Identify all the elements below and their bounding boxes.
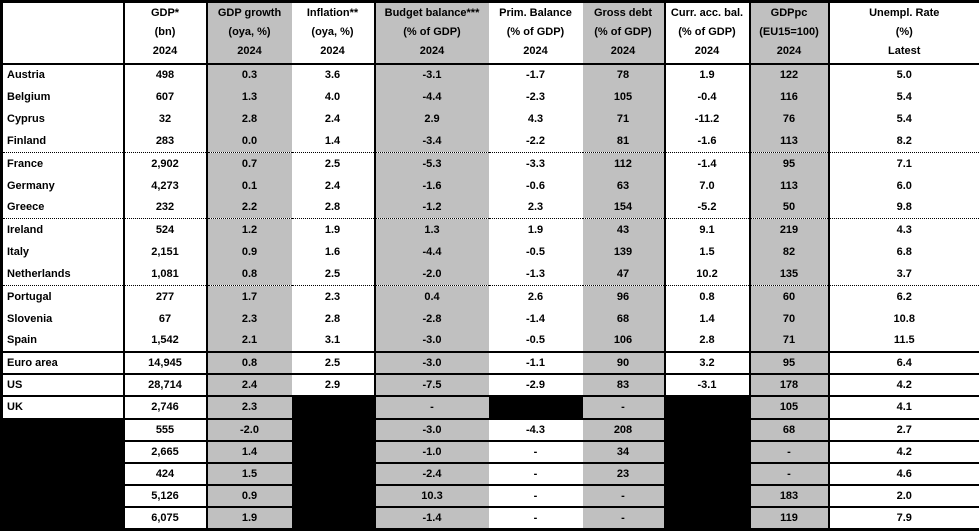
row-belgium xyxy=(2,86,979,108)
row-redacted-19 xyxy=(2,485,979,507)
cell-unempl-rate: 7.1 xyxy=(896,157,912,170)
header-line: Curr. acc. bal. xyxy=(670,7,744,20)
cell-budget-balance: -7.5 xyxy=(375,374,489,396)
cell-gross-debt: 83 xyxy=(583,374,665,396)
header-line: 2024 xyxy=(152,45,178,58)
header-line xyxy=(3,4,123,23)
cell-prim-balance: 2.6 xyxy=(527,290,544,303)
cell-inflation: 2.5 xyxy=(292,152,375,174)
cell-gdp: 2,665 xyxy=(124,441,207,463)
cell-gross-debt: 63 xyxy=(583,174,665,196)
cell-country: Belgium xyxy=(2,86,124,108)
header-line: (% of GDP) xyxy=(506,26,565,39)
cell-unempl-rate: 4.2 xyxy=(829,441,979,463)
header-line: 2024 xyxy=(776,45,802,58)
cell-gdp-growth: 0.7 xyxy=(207,152,292,174)
row-us xyxy=(2,374,979,396)
row-ireland xyxy=(2,219,979,241)
cell-unempl-rate: 2.7 xyxy=(829,419,979,441)
cell-inflation: 2.9 xyxy=(292,374,375,396)
cell-gdp-growth: 0.9 xyxy=(207,485,292,507)
cell-gross-debt: - xyxy=(583,485,665,507)
cell-inflation-redacted xyxy=(292,507,375,529)
cell-budget-balance: -3.0 xyxy=(375,352,489,374)
cell-gdp: 277 xyxy=(124,285,207,307)
cell-unempl-rate: 6.4 xyxy=(829,352,979,374)
cell-gdppc: 135 xyxy=(750,263,829,285)
cell-inflation: 3.1 xyxy=(292,330,375,352)
header-line: Gross debt xyxy=(593,7,653,20)
cell-gross-debt: 81 xyxy=(583,130,665,152)
cell-prim-balance: - xyxy=(489,441,583,463)
cell-unempl-rate: 4.3 xyxy=(896,224,912,237)
cell-unempl-rate: 5.4 xyxy=(896,112,912,125)
cell-gdp: 2,746 xyxy=(124,396,207,418)
cell-inflation: 2.4 xyxy=(292,174,375,196)
column-header-gross-debt xyxy=(583,2,665,64)
cell-country: US xyxy=(2,374,124,396)
cell-gdp-growth: 2.3 xyxy=(207,396,292,418)
cell-gdppc: 178 xyxy=(750,374,829,396)
cell-gross-debt: 71 xyxy=(583,108,665,130)
cell-prim-balance: -2.2 xyxy=(489,130,583,152)
cell-gdp: 555 xyxy=(124,419,207,441)
header-line: Budget balance*** xyxy=(384,7,480,20)
cell-gross-debt: 112 xyxy=(583,152,665,174)
cell-curr-acc-bal-redacted xyxy=(665,419,750,441)
cell-curr-acc-bal: 1.4 xyxy=(665,308,750,330)
cell-inflation: 2.3 xyxy=(292,285,375,307)
cell-curr-acc-bal: 3.2 xyxy=(665,352,750,374)
header-line: Unempl. Rate xyxy=(869,7,940,20)
cell-unempl-rate: 6.0 xyxy=(896,179,912,192)
cell-gdp: 28,714 xyxy=(124,374,207,396)
cell-country: France xyxy=(2,152,124,174)
cell-inflation: 1.6 xyxy=(292,241,375,263)
cell-gdp: 4,273 xyxy=(124,174,207,196)
cell-inflation: 1.4 xyxy=(292,130,375,152)
cell-gdppc: 95 xyxy=(750,352,829,374)
cell-gdp: 607 xyxy=(124,86,207,108)
cell-gdppc: 113 xyxy=(750,174,829,196)
cell-gross-debt: 68 xyxy=(583,308,665,330)
header-line: (oya, %) xyxy=(228,26,271,39)
cell-inflation: 4.0 xyxy=(292,86,375,108)
cell-inflation-redacted xyxy=(292,485,375,507)
cell-gdppc: 71 xyxy=(750,330,829,352)
header-line: (% of GDP) xyxy=(594,26,652,39)
cell-gross-debt: 154 xyxy=(583,197,665,219)
cell-unempl-rate: 6.8 xyxy=(896,246,912,259)
cell-gross-debt: 90 xyxy=(583,352,665,374)
cell-prim-balance: -4.3 xyxy=(489,419,583,441)
cell-unempl-rate: 3.7 xyxy=(829,263,979,285)
cell-budget-balance: - xyxy=(375,396,489,418)
cell-gdp-growth: 0.0 xyxy=(207,130,292,152)
cell-gdp-growth: 1.2 xyxy=(207,219,292,241)
header-line xyxy=(3,23,123,42)
cell-budget-balance: 2.9 xyxy=(375,108,489,130)
cell-curr-acc-bal-redacted xyxy=(665,396,750,418)
cell-curr-acc-bal-redacted xyxy=(665,507,750,529)
cell-unempl-rate: 8.2 xyxy=(829,130,979,152)
cell-unempl-rate: 11.5 xyxy=(829,330,979,352)
cell-gdp-growth: 2.1 xyxy=(207,330,292,352)
cell-budget-balance: -2.0 xyxy=(375,263,489,285)
cell-unempl-rate: 10.8 xyxy=(893,312,915,325)
cell-country: Ireland xyxy=(2,219,124,241)
cell-inflation: 2.8 xyxy=(292,197,375,219)
cell-gdppc: 113 xyxy=(750,130,829,152)
cell-gdp-growth: 0.8 xyxy=(207,263,292,285)
header-line: 2024 xyxy=(610,45,636,58)
cell-gdppc: 50 xyxy=(750,197,829,219)
cell-budget-balance: -4.4 xyxy=(375,86,489,108)
row-redacted-20 xyxy=(2,507,979,529)
cell-gdppc: 219 xyxy=(750,219,829,241)
cell-budget-balance: -3.1 xyxy=(375,64,489,86)
cell-prim-balance: -0.5 xyxy=(526,246,545,259)
column-header-gdppc xyxy=(750,2,829,64)
cell-country: Austria xyxy=(2,64,124,86)
row-spain xyxy=(2,330,979,352)
cell-gdp: 2,151 xyxy=(124,241,207,263)
cell-gdp-growth: 2.2 xyxy=(207,197,292,219)
cell-gross-debt: 105 xyxy=(583,86,665,108)
cell-prim-balance: -2.9 xyxy=(489,374,583,396)
row-redacted-16 xyxy=(2,419,979,441)
cell-curr-acc-bal: 10.2 xyxy=(665,263,750,285)
cell-unempl-rate: 4.1 xyxy=(829,396,979,418)
cell-country: Euro area xyxy=(2,352,124,374)
table-header xyxy=(2,2,979,64)
cell-curr-acc-bal: -5.2 xyxy=(665,197,750,219)
column-header-curr-acc-bal xyxy=(665,2,750,64)
cell-gross-debt: 139 xyxy=(583,241,665,263)
cell-prim-balance: -0.6 xyxy=(526,179,545,192)
cell-country-redacted xyxy=(2,441,124,463)
cell-gdp-growth: 0.1 xyxy=(207,174,292,196)
cell-unempl-rate: 5.4 xyxy=(896,90,912,103)
cell-unempl-rate: 2.0 xyxy=(829,485,979,507)
header-line xyxy=(3,42,123,61)
row-finland xyxy=(2,130,979,152)
header-line: GDP growth xyxy=(217,7,282,20)
row-uk xyxy=(2,396,979,418)
row-redacted-17 xyxy=(2,441,979,463)
cell-unempl-rate: 5.0 xyxy=(896,69,912,82)
cell-country: Slovenia xyxy=(2,308,124,330)
cell-curr-acc-bal: -11.2 xyxy=(665,108,750,130)
cell-budget-balance: -1.2 xyxy=(375,197,489,219)
cell-gross-debt: 47 xyxy=(583,263,665,285)
cell-gdppc: - xyxy=(750,463,829,485)
cell-prim-balance: -1.4 xyxy=(526,312,545,325)
cell-gdppc: 76 xyxy=(750,108,829,130)
cell-gdppc: 119 xyxy=(750,507,829,529)
header-line: 2024 xyxy=(523,45,548,58)
cell-gdp: 1,081 xyxy=(124,263,207,285)
cell-curr-acc-bal: 9.1 xyxy=(665,219,750,241)
row-portugal xyxy=(2,285,979,307)
cell-country-redacted xyxy=(2,419,124,441)
column-header-gdp xyxy=(124,2,207,64)
header-line: (% of GDP) xyxy=(403,26,461,39)
cell-inflation: 3.6 xyxy=(292,64,375,86)
cell-unempl-rate: 6.2 xyxy=(896,290,912,303)
cell-budget-balance: -3.0 xyxy=(375,419,489,441)
column-header-inflation xyxy=(292,2,375,64)
cell-prim-balance-redacted xyxy=(489,396,583,418)
cell-gdp: 14,945 xyxy=(124,352,207,374)
cell-gdp-growth: 1.5 xyxy=(207,463,292,485)
column-header-prim-balance xyxy=(489,2,583,64)
cell-prim-balance: -1.7 xyxy=(526,69,545,82)
row-redacted-18 xyxy=(2,463,979,485)
row-germany xyxy=(2,174,979,196)
header-line: Latest xyxy=(888,45,921,58)
cell-inflation: 2.5 xyxy=(292,263,375,285)
cell-curr-acc-bal: 2.8 xyxy=(665,330,750,352)
cell-gdp: 1,542 xyxy=(124,330,207,352)
cell-gross-debt: 96 xyxy=(583,285,665,307)
cell-gdp: 424 xyxy=(124,463,207,485)
cell-prim-balance: - xyxy=(489,485,583,507)
cell-inflation-redacted xyxy=(292,396,375,418)
cell-curr-acc-bal: -0.4 xyxy=(665,86,750,108)
row-slovenia xyxy=(2,308,979,330)
cell-country: Germany xyxy=(2,174,124,196)
cell-prim-balance: -3.3 xyxy=(526,157,545,170)
cell-prim-balance: -0.5 xyxy=(489,330,583,352)
cell-country: Spain xyxy=(2,330,124,352)
cell-gross-debt: 78 xyxy=(583,64,665,86)
cell-country-redacted xyxy=(2,507,124,529)
row-france xyxy=(2,152,979,174)
cell-budget-balance: 0.4 xyxy=(375,285,489,307)
cell-curr-acc-bal: -3.1 xyxy=(665,374,750,396)
cell-unempl-rate: 4.2 xyxy=(829,374,979,396)
cell-gdp: 6,075 xyxy=(124,507,207,529)
cell-budget-balance: -4.4 xyxy=(375,241,489,263)
cell-budget-balance: -2.8 xyxy=(375,308,489,330)
cell-curr-acc-bal-redacted xyxy=(665,485,750,507)
cell-prim-balance: -2.3 xyxy=(526,90,545,103)
header-line: 2024 xyxy=(320,45,345,58)
header-line: (bn) xyxy=(154,26,176,39)
cell-budget-balance: -3.0 xyxy=(375,330,489,352)
header-line: (oya, %) xyxy=(311,26,354,39)
cell-gross-debt: - xyxy=(583,396,665,418)
cell-budget-balance: -2.4 xyxy=(375,463,489,485)
cell-gdppc: - xyxy=(750,441,829,463)
cell-gdp: 232 xyxy=(124,197,207,219)
cell-prim-balance: - xyxy=(533,512,538,525)
cell-gdppc: 82 xyxy=(750,241,829,263)
cell-gross-debt: 208 xyxy=(583,419,665,441)
cell-unempl-rate: 7.9 xyxy=(896,512,912,525)
cell-budget-balance: -3.4 xyxy=(375,130,489,152)
cell-country: UK xyxy=(2,396,124,418)
cell-country: Italy xyxy=(2,241,124,263)
row-greece xyxy=(2,197,979,219)
cell-gdp-growth: 0.3 xyxy=(207,64,292,86)
cell-prim-balance: 1.9 xyxy=(527,224,544,237)
cell-gdp: 283 xyxy=(124,130,207,152)
cell-country: Netherlands xyxy=(2,263,124,285)
cell-country: Cyprus xyxy=(2,108,124,130)
cell-gdppc: 95 xyxy=(750,152,829,174)
column-header-gdp-growth xyxy=(207,2,292,64)
cell-gdp-growth: 2.4 xyxy=(207,374,292,396)
header-line: Prim. Balance xyxy=(499,7,572,20)
cell-curr-acc-bal: -1.6 xyxy=(665,130,750,152)
cell-gdp-growth: 1.7 xyxy=(207,285,292,307)
cell-curr-acc-bal-redacted xyxy=(665,441,750,463)
cell-prim-balance: -1.3 xyxy=(489,263,583,285)
cell-country-redacted xyxy=(2,485,124,507)
cell-gdp-growth: 0.9 xyxy=(207,241,292,263)
cell-prim-balance: - xyxy=(489,463,583,485)
cell-gdp-growth: 1.3 xyxy=(207,86,292,108)
cell-gdppc: 122 xyxy=(750,64,829,86)
cell-gdp: 2,902 xyxy=(124,152,207,174)
cell-gdp-growth: 1.9 xyxy=(207,507,292,529)
cell-gross-debt: 34 xyxy=(583,441,665,463)
cell-gdppc: 105 xyxy=(750,396,829,418)
cell-inflation: 2.4 xyxy=(292,108,375,130)
column-header-country xyxy=(2,2,124,64)
cell-inflation: 2.5 xyxy=(292,352,375,374)
cell-budget-balance: -1.6 xyxy=(375,174,489,196)
cell-gdp: 5,126 xyxy=(124,485,207,507)
header-line: Inflation** xyxy=(306,7,359,20)
cell-prim-balance: -1.1 xyxy=(489,352,583,374)
cell-country-redacted xyxy=(2,463,124,485)
column-header-budget-balance xyxy=(375,2,489,64)
header-line: (% of GDP) xyxy=(678,26,736,39)
cell-gdp: 498 xyxy=(124,64,207,86)
cell-inflation-redacted xyxy=(292,419,375,441)
cell-prim-balance: 2.3 xyxy=(489,197,583,219)
cell-country: Greece xyxy=(2,197,124,219)
cell-budget-balance: 1.3 xyxy=(375,219,489,241)
cell-gdppc: 60 xyxy=(750,285,829,307)
cell-budget-balance: -1.0 xyxy=(375,441,489,463)
header-line: GDPpc xyxy=(770,7,808,20)
cell-gdp-growth: 0.8 xyxy=(207,352,292,374)
cell-gross-debt: 43 xyxy=(583,219,665,241)
cell-unempl-rate: 4.6 xyxy=(829,463,979,485)
row-netherlands xyxy=(2,263,979,285)
cell-inflation: 1.9 xyxy=(292,219,375,241)
cell-curr-acc-bal-redacted xyxy=(665,463,750,485)
cell-gdp-growth: 2.8 xyxy=(207,108,292,130)
header-line: GDP* xyxy=(150,7,180,20)
table-body xyxy=(2,64,979,530)
cell-gdppc: 68 xyxy=(750,419,829,441)
cell-budget-balance: 10.3 xyxy=(375,485,489,507)
cell-country: Finland xyxy=(2,130,124,152)
cell-inflation-redacted xyxy=(292,441,375,463)
cell-gdp-growth: -2.0 xyxy=(207,419,292,441)
header-line: 2024 xyxy=(694,45,720,58)
header-row xyxy=(2,2,979,64)
cell-gross-debt: 106 xyxy=(583,330,665,352)
cell-budget-balance: -1.4 xyxy=(375,507,489,529)
cell-inflation-redacted xyxy=(292,463,375,485)
cell-prim-balance: 4.3 xyxy=(527,112,544,125)
header-line: 2024 xyxy=(237,45,262,58)
cell-gdppc: 183 xyxy=(750,485,829,507)
row-cyprus xyxy=(2,108,979,130)
cell-curr-acc-bal: 0.8 xyxy=(665,285,750,307)
cell-curr-acc-bal: 1.5 xyxy=(665,241,750,263)
header-line: (EU15=100) xyxy=(759,26,819,39)
cell-gdp-growth: 1.4 xyxy=(207,441,292,463)
cell-gdp: 32 xyxy=(124,108,207,130)
cell-curr-acc-bal: 1.9 xyxy=(665,64,750,86)
cell-gdppc: 70 xyxy=(750,308,829,330)
cell-country: Portugal xyxy=(2,285,124,307)
cell-unempl-rate: 9.8 xyxy=(829,197,979,219)
cell-curr-acc-bal: -1.4 xyxy=(665,152,750,174)
cell-gdp: 67 xyxy=(124,308,207,330)
cell-curr-acc-bal: 7.0 xyxy=(665,174,750,196)
header-line: (%) xyxy=(895,26,913,39)
cell-inflation: 2.8 xyxy=(292,308,375,330)
cell-gross-debt: 23 xyxy=(583,463,665,485)
cell-gdppc: 116 xyxy=(750,86,829,108)
row-austria xyxy=(2,64,979,86)
column-header-unempl-rate xyxy=(829,2,979,64)
row-euro-area xyxy=(2,352,979,374)
cell-gross-debt: - xyxy=(583,507,665,529)
cell-gdp: 524 xyxy=(124,219,207,241)
cell-gdp-growth: 2.3 xyxy=(207,308,292,330)
header-line: 2024 xyxy=(419,45,445,58)
cell-budget-balance: -5.3 xyxy=(375,152,489,174)
row-italy xyxy=(2,241,979,263)
